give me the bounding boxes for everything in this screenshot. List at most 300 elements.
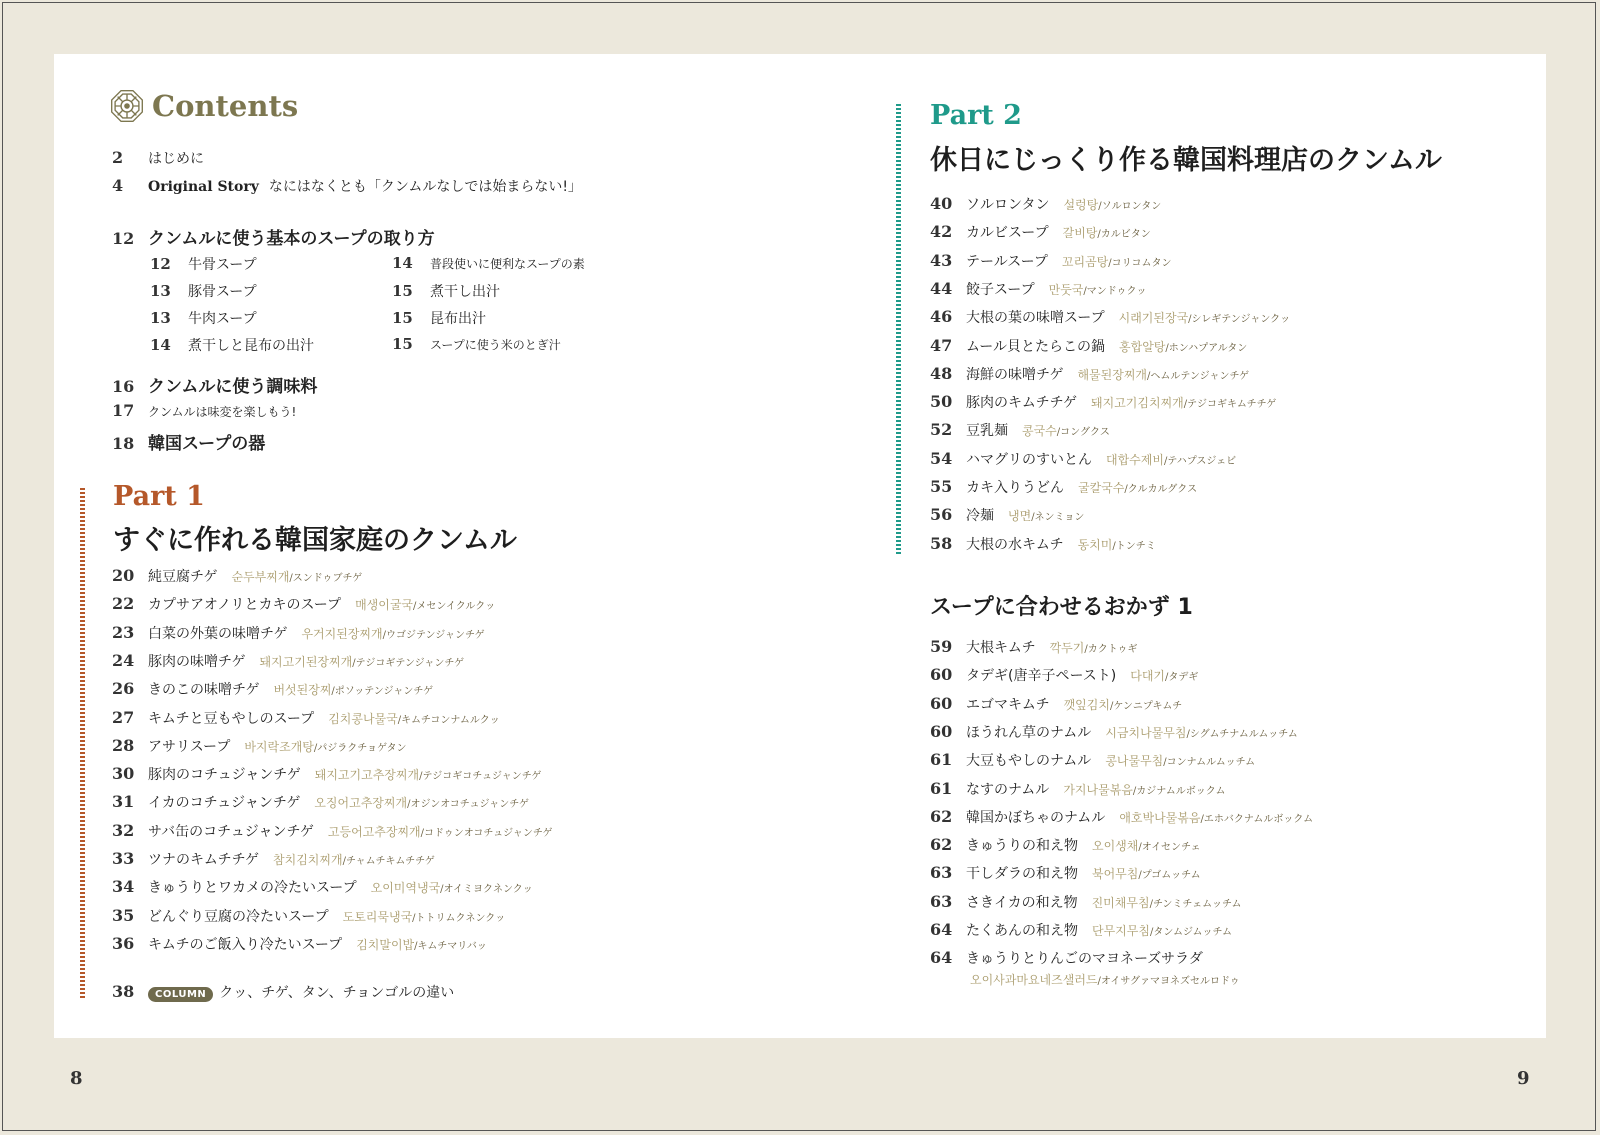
korean-name bbox=[259, 653, 464, 670]
recipe-title: きのこの味噌チゲ bbox=[148, 682, 260, 699]
separator: / bbox=[352, 657, 356, 669]
toc-subrow[interactable] bbox=[392, 335, 561, 353]
korean-name bbox=[1092, 894, 1242, 911]
korean-hangul: 돼지고기된장찌개 bbox=[259, 654, 353, 669]
korean-name bbox=[970, 971, 1240, 988]
korean-name bbox=[371, 879, 533, 896]
korean-name bbox=[1049, 281, 1147, 298]
korean-reading: トトリムクネンクッ bbox=[415, 912, 506, 924]
recipe-title: 豚肉のキムチチゲ bbox=[966, 395, 1078, 412]
toc-row[interactable] bbox=[930, 222, 1151, 242]
recipe-title: 冷麺 bbox=[966, 508, 994, 525]
page-number: 50 bbox=[930, 392, 953, 412]
page-number: 63 bbox=[930, 863, 953, 883]
korean-reading: テジコギキムチチゲ bbox=[1187, 399, 1277, 411]
page-number: 26 bbox=[112, 679, 135, 699]
recipe-title: なすのナムル bbox=[966, 781, 1050, 798]
page-number: 46 bbox=[930, 307, 953, 327]
separator: / bbox=[1084, 644, 1088, 655]
korean-reading: オジンオコチュジャンチゲ bbox=[410, 799, 529, 811]
korean-hangul: 돼지고기김치찌개 bbox=[1091, 396, 1184, 411]
separator: / bbox=[1149, 898, 1153, 910]
toc-row[interactable] bbox=[112, 679, 433, 699]
separator: / bbox=[1163, 757, 1167, 769]
separator: / bbox=[1132, 785, 1137, 797]
separator: / bbox=[420, 827, 425, 839]
toc-row[interactable] bbox=[930, 336, 1247, 356]
part2-accent-bar bbox=[896, 104, 901, 554]
recipe-title: 大豆もやしのナムル bbox=[966, 753, 1092, 770]
korean-name bbox=[1106, 451, 1236, 468]
korean-reading: シレギテンジャンクッ bbox=[1191, 314, 1291, 326]
separator: / bbox=[1097, 976, 1101, 988]
korean-hangul: 애호박나물볶음 bbox=[1119, 810, 1201, 825]
korean-hangul: 김치말이밥 bbox=[356, 937, 415, 952]
korean-name bbox=[273, 681, 433, 698]
korean-hangul: 갈비탕 bbox=[1062, 226, 1098, 241]
toc-row[interactable] bbox=[112, 764, 541, 784]
page-number: 4 bbox=[112, 176, 124, 195]
korean-hangul: 참치김치찌개 bbox=[273, 853, 343, 867]
korean-name bbox=[1077, 366, 1249, 383]
part2-title: 休日にじっくり作る韓国料理店のクンムル bbox=[930, 145, 1442, 176]
korean-hangul: 설렁탕 bbox=[1063, 198, 1099, 212]
toc-row[interactable] bbox=[930, 948, 1203, 968]
toc-row[interactable] bbox=[930, 807, 1313, 827]
toc-row[interactable] bbox=[930, 665, 1198, 685]
separator: / bbox=[1138, 870, 1142, 882]
page-number: 15 bbox=[392, 309, 413, 327]
toc-row[interactable] bbox=[930, 477, 1197, 497]
korean-hangul: 순두부찌개 bbox=[231, 570, 290, 584]
recipe-title: カルビスープ bbox=[966, 225, 1049, 242]
separator: / bbox=[1098, 201, 1102, 212]
toc-row[interactable] bbox=[930, 722, 1298, 742]
korean-reading: ケンニプキムチ bbox=[1113, 700, 1183, 712]
korean-reading: ネンミョン bbox=[1034, 512, 1085, 524]
page-number: 13 bbox=[150, 309, 171, 327]
part1-accent-bar bbox=[80, 488, 85, 1000]
korean-reading: ポソッテンジャンチゲ bbox=[334, 686, 433, 698]
recipe-title: 干しダラの和え物 bbox=[966, 866, 1078, 883]
toc-row[interactable] bbox=[112, 429, 265, 454]
recipe-title: ムール貝とたらこの鍋 bbox=[966, 338, 1106, 355]
toc-row[interactable] bbox=[112, 594, 495, 614]
toc-row[interactable] bbox=[112, 821, 552, 841]
page-number-left: 8 bbox=[70, 1068, 83, 1089]
separator: / bbox=[1112, 540, 1116, 552]
toc-row[interactable] bbox=[112, 906, 505, 926]
korean-reading: ウゴジテンジャンチゲ bbox=[385, 629, 485, 641]
recipe-title: エゴマキムチ bbox=[966, 696, 1050, 713]
toc-title: 普段使いに便利なスープの素 bbox=[430, 257, 585, 271]
separator: / bbox=[1138, 842, 1142, 854]
korean-name bbox=[328, 710, 500, 727]
korean-name bbox=[343, 908, 506, 925]
korean-reading: オイサグァマヨネズセルロドゥ bbox=[1100, 976, 1240, 988]
toc-row[interactable] bbox=[930, 779, 1226, 799]
korean-name bbox=[356, 936, 487, 953]
korean-name bbox=[1092, 922, 1232, 939]
toc-row[interactable] bbox=[112, 708, 500, 728]
korean-name bbox=[1063, 781, 1225, 798]
page-number: 36 bbox=[112, 933, 135, 953]
toc-row[interactable] bbox=[930, 279, 1147, 299]
toc-row[interactable] bbox=[930, 892, 1242, 912]
page-number: 12 bbox=[150, 255, 171, 273]
column-row[interactable] bbox=[112, 982, 454, 1002]
korean-reading: チンミチェムッチム bbox=[1152, 898, 1242, 910]
korean-hangul: 오이생채 bbox=[1092, 839, 1139, 854]
page-number: 56 bbox=[930, 505, 953, 525]
page-number: 47 bbox=[930, 335, 953, 355]
recipe-title: キムチのご飯入り冷たいスープ bbox=[148, 936, 343, 953]
korean-reading: オイセンチェ bbox=[1141, 842, 1201, 854]
page-number: 15 bbox=[392, 282, 413, 300]
korean-reading: コドゥンオコチュジャンチゲ bbox=[424, 827, 553, 839]
korean-name bbox=[231, 568, 362, 585]
page-number: 14 bbox=[150, 336, 171, 354]
toc-row[interactable] bbox=[112, 651, 464, 671]
korean-reading: メセンイクルクッ bbox=[416, 601, 496, 613]
contents-header bbox=[110, 86, 298, 126]
page-number: 2 bbox=[112, 148, 124, 167]
korean-reading: ソルロンタン bbox=[1101, 201, 1162, 212]
toc-subrow[interactable] bbox=[150, 254, 257, 274]
korean-reading: コングクス bbox=[1060, 427, 1110, 439]
korean-name bbox=[301, 625, 484, 642]
recipe-title: 大根キムチ bbox=[966, 640, 1036, 656]
korean-hangul: 단무지무침 bbox=[1092, 924, 1150, 938]
korean-name bbox=[1050, 639, 1138, 656]
korean-hangul: 냉면 bbox=[1008, 509, 1032, 524]
page-number: 42 bbox=[930, 222, 953, 242]
page-number-right: 9 bbox=[1517, 1068, 1530, 1089]
separator: / bbox=[331, 686, 335, 698]
korean-name bbox=[355, 596, 495, 613]
korean-hangul: 홍합알탕 bbox=[1119, 339, 1166, 354]
toc-row[interactable] bbox=[930, 364, 1249, 384]
korean-reading: タデギ bbox=[1168, 672, 1199, 684]
recipe-title: きゅうりとりんごのマヨネーズサラダ bbox=[966, 951, 1203, 968]
korean-hangul: 버섯된장찌 bbox=[273, 683, 332, 698]
korean-hangul: 깻잎김치 bbox=[1063, 697, 1110, 712]
page-number: 31 bbox=[112, 792, 135, 812]
toc-subrow[interactable] bbox=[150, 335, 314, 355]
korean-hangul: 우거지된장찌개 bbox=[301, 626, 383, 641]
page-number: 60 bbox=[930, 665, 953, 685]
page-number: 62 bbox=[930, 835, 953, 855]
recipe-title: 大根の葉の味噌スープ bbox=[966, 310, 1105, 327]
separator: / bbox=[440, 884, 444, 896]
toc-row[interactable] bbox=[930, 694, 1182, 714]
recipe-title: 豚肉の味噌チゲ bbox=[148, 653, 246, 670]
korean-reading: エホバクナムルボックム bbox=[1203, 813, 1314, 825]
page-number: 13 bbox=[150, 282, 171, 300]
separator: / bbox=[342, 856, 346, 867]
separator: / bbox=[1200, 813, 1204, 825]
ornament-icon bbox=[110, 89, 144, 123]
korean-hangul: 매생이굴국 bbox=[355, 598, 414, 613]
toc-row[interactable] bbox=[112, 934, 487, 954]
separator: / bbox=[1097, 229, 1101, 241]
page-number: 22 bbox=[112, 594, 135, 614]
korean-name bbox=[1119, 338, 1247, 355]
toc-row[interactable] bbox=[930, 835, 1201, 855]
recipe-title: きゅうりの和え物 bbox=[966, 838, 1078, 855]
toc-subrow[interactable] bbox=[150, 281, 257, 301]
korean-hangul: 오징어고추장찌개 bbox=[314, 796, 408, 811]
recipe-title: どんぐり豆腐の冷たいスープ bbox=[148, 908, 329, 925]
korean-reading: テハプスジェビ bbox=[1167, 455, 1237, 467]
toc-subrow[interactable] bbox=[150, 308, 257, 328]
separator: / bbox=[382, 629, 386, 641]
page-number: 62 bbox=[930, 806, 953, 826]
toc-subrow[interactable] bbox=[392, 308, 486, 328]
korean-hangul: 다대기 bbox=[1130, 669, 1166, 684]
recipe-title: ツナのキムチチゲ bbox=[148, 852, 260, 868]
page-number: 32 bbox=[112, 820, 135, 840]
korean-hangul: 바지락조개탕 bbox=[244, 739, 314, 754]
toc-row[interactable] bbox=[930, 920, 1232, 940]
toc-subrow[interactable] bbox=[392, 281, 500, 301]
toc-row[interactable] bbox=[930, 251, 1171, 271]
korean-reading: マンドゥクッ bbox=[1086, 285, 1147, 297]
korean-hangul: 동치미 bbox=[1077, 537, 1113, 552]
korean-reading: コンナムルムッチム bbox=[1166, 757, 1256, 769]
page-number: 40 bbox=[930, 194, 953, 213]
sides-title: スープに合わせるおかず 1 bbox=[930, 595, 1193, 620]
korean-name bbox=[1064, 696, 1183, 713]
page-number: 52 bbox=[930, 420, 953, 440]
part1-title: すぐに作れる韓国家庭のクンムル bbox=[113, 525, 517, 556]
part2-label: Part 2 bbox=[930, 100, 1022, 131]
korean-reading: スンドゥブチゲ bbox=[292, 573, 363, 584]
original-story-label: Original Story bbox=[148, 179, 259, 195]
separator: / bbox=[1149, 927, 1154, 938]
separator: / bbox=[1183, 399, 1188, 411]
toc-title: クッ、チゲ、タン、チョンゴルの違い bbox=[219, 985, 455, 1001]
korean-reading: コリコムタン bbox=[1111, 257, 1172, 269]
korean-name bbox=[1092, 837, 1201, 854]
toc-row[interactable] bbox=[112, 736, 406, 756]
korean-reading: テジコギテンジャンチゲ bbox=[355, 657, 465, 669]
korean-hangul: 꼬리곰탕 bbox=[1061, 254, 1109, 269]
separator: / bbox=[1186, 728, 1190, 740]
toc-row[interactable] bbox=[112, 792, 529, 812]
toc-row[interactable] bbox=[930, 420, 1110, 440]
korean-name bbox=[273, 851, 435, 868]
recipe-title: 韓国かぼちゃのナムル bbox=[966, 809, 1106, 826]
toc-subrow[interactable] bbox=[392, 254, 585, 272]
recipe-title: アサリスープ bbox=[148, 738, 231, 755]
korean-reading: テジコギコチュジャンチゲ bbox=[422, 771, 542, 783]
toc-row[interactable] bbox=[930, 750, 1255, 770]
separator: / bbox=[1124, 484, 1128, 495]
toc-row[interactable] bbox=[112, 401, 296, 420]
korean-reading: トンチミ bbox=[1115, 540, 1156, 552]
column-badge: COLUMN bbox=[148, 987, 213, 1002]
separator: / bbox=[313, 742, 318, 754]
separator: / bbox=[1147, 370, 1151, 382]
recipe-title: ほうれん草のナムル bbox=[966, 724, 1092, 741]
page-number: 34 bbox=[112, 877, 135, 897]
page-number: 35 bbox=[112, 905, 135, 925]
toc-row[interactable] bbox=[930, 307, 1290, 327]
page-number: 18 bbox=[112, 434, 135, 453]
korean-name bbox=[1062, 253, 1172, 270]
page-number: 64 bbox=[930, 948, 953, 968]
korean-hangul: 콩국수 bbox=[1022, 424, 1057, 439]
korean-hangul: 해물된장찌개 bbox=[1077, 367, 1148, 382]
korean-hangul: 굴칼국수 bbox=[1078, 481, 1125, 495]
toc-row[interactable] bbox=[112, 877, 533, 897]
korean-hangul: 오이사과마요네즈샐러드 bbox=[970, 973, 1098, 988]
page-number: 38 bbox=[112, 982, 135, 1001]
korean-reading: チャムチキムチチゲ bbox=[345, 856, 435, 867]
toc-row[interactable] bbox=[930, 863, 1201, 883]
korean-reading: シグムチナムルムッチム bbox=[1189, 728, 1298, 740]
separator: / bbox=[1165, 672, 1169, 684]
recipe-title: カキ入りうどん bbox=[966, 480, 1064, 496]
korean-name bbox=[1063, 224, 1151, 241]
separator: / bbox=[413, 601, 417, 613]
korean-name bbox=[314, 794, 529, 811]
korean-reading: キムチマリバッ bbox=[417, 940, 487, 952]
separator: / bbox=[1056, 427, 1061, 439]
korean-reading: クルカルグクス bbox=[1127, 484, 1198, 495]
toc-title: なにはなくとも「クンムルなしでは始まらない!」 bbox=[268, 179, 582, 195]
toc-title: はじめに bbox=[148, 151, 204, 167]
recipe-title: 豆乳麺 bbox=[966, 423, 1008, 440]
toc-row[interactable] bbox=[112, 372, 317, 397]
toc-row[interactable] bbox=[930, 637, 1138, 657]
separator: / bbox=[1163, 455, 1168, 467]
korean-hangul: 고등어고추장찌개 bbox=[327, 824, 421, 839]
toc-title: クンムルは味変を楽しもう! bbox=[148, 405, 297, 419]
page-number: 27 bbox=[112, 707, 135, 727]
separator: / bbox=[1108, 257, 1112, 269]
recipe-title: サバ缶のコチュジャンチゲ bbox=[148, 823, 314, 840]
recipe-title: たくあんの和え物 bbox=[966, 923, 1078, 939]
page-number: 30 bbox=[112, 764, 135, 784]
korean-hangul: 대합수제비 bbox=[1106, 452, 1164, 467]
page-number: 12 bbox=[112, 229, 135, 248]
korean-reading: カジナムルボックム bbox=[1136, 785, 1226, 797]
page-number: 55 bbox=[930, 477, 953, 496]
korean-hangul: 가지나물볶음 bbox=[1063, 782, 1133, 797]
page-number: 15 bbox=[392, 335, 413, 353]
page-number: 17 bbox=[112, 401, 135, 420]
toc-heading: クンムルに使う基本のスープの取り方 bbox=[148, 229, 435, 249]
korean-reading: ホンハプアルタン bbox=[1168, 342, 1248, 354]
korean-name bbox=[1008, 507, 1084, 524]
page-number: 59 bbox=[930, 637, 953, 656]
recipe-title: 豚肉のコチュジャンチゲ bbox=[148, 767, 301, 784]
page-number: 58 bbox=[930, 533, 953, 553]
toc-row[interactable] bbox=[112, 849, 435, 869]
korean-name bbox=[1119, 809, 1313, 826]
separator: / bbox=[407, 799, 411, 811]
toc-title: 昆布出汁 bbox=[430, 311, 486, 327]
page-number: 43 bbox=[930, 250, 953, 270]
korean-hangul: 깍두기 bbox=[1049, 641, 1085, 655]
korean-name bbox=[328, 823, 553, 840]
page-number: 63 bbox=[930, 891, 953, 911]
toc-row[interactable] bbox=[930, 194, 1161, 214]
toc-row[interactable] bbox=[112, 623, 485, 643]
toc-row[interactable] bbox=[112, 148, 204, 168]
page-number: 61 bbox=[930, 778, 953, 798]
recipe-title: 白菜の外葉の味噌チゲ bbox=[148, 625, 288, 642]
recipe-title: 餃子スープ bbox=[966, 281, 1035, 298]
korean-hangul: 돼지고기고추장찌개 bbox=[314, 768, 420, 783]
toc-title: 牛骨スープ bbox=[188, 257, 257, 273]
page-number: 44 bbox=[930, 278, 953, 298]
korean-name bbox=[1078, 536, 1156, 553]
page-number: 24 bbox=[112, 650, 135, 670]
toc-row[interactable] bbox=[930, 449, 1236, 469]
recipe-title: さきイカの和え物 bbox=[966, 894, 1078, 911]
toc-title: 豚骨スープ bbox=[188, 284, 257, 300]
korean-hangul: 도토리묵냉국 bbox=[342, 909, 413, 924]
korean-name bbox=[1130, 667, 1198, 684]
contents-title: Contents bbox=[152, 89, 299, 123]
recipe-title: タデギ(唐辛子ペースト) bbox=[966, 668, 1117, 685]
separator: / bbox=[1083, 285, 1087, 297]
toc-row[interactable] bbox=[930, 505, 1084, 525]
toc-row[interactable] bbox=[112, 566, 362, 586]
korean-reading: ヘムルテンジャンチゲ bbox=[1150, 370, 1250, 382]
page-number: 64 bbox=[930, 920, 953, 939]
separator: / bbox=[1188, 314, 1192, 326]
korean-name bbox=[244, 738, 406, 755]
korean-name bbox=[315, 766, 542, 783]
recipe-title: 大根の水キムチ bbox=[966, 536, 1064, 553]
korean-name bbox=[1063, 196, 1161, 213]
korean-reading: カクトゥギ bbox=[1087, 644, 1138, 655]
page-number: 28 bbox=[112, 735, 135, 755]
korean-name bbox=[1022, 422, 1110, 439]
korean-hangul: 오이미역냉국 bbox=[370, 881, 441, 896]
page-number: 60 bbox=[930, 721, 953, 741]
toc-row[interactable] bbox=[112, 176, 582, 196]
recipe-title: ソルロンタン bbox=[966, 197, 1050, 213]
korean-hangul: 콩나물무침 bbox=[1105, 754, 1164, 769]
recipe-title: イカのコチュジャンチゲ bbox=[148, 795, 301, 812]
recipe-title: 純豆腐チゲ bbox=[148, 569, 218, 585]
recipe-title: テールスープ bbox=[966, 253, 1048, 270]
korean-hangul: 시래기된장국 bbox=[1118, 311, 1189, 326]
toc-heading: クンムルに使う調味料 bbox=[148, 377, 318, 397]
korean-reading: タンムジムッチム bbox=[1153, 927, 1232, 938]
page-number: 14 bbox=[392, 254, 413, 272]
korean-hangul: 진미채무침 bbox=[1091, 895, 1150, 910]
toc-row[interactable] bbox=[112, 224, 435, 249]
toc-row[interactable] bbox=[930, 392, 1276, 412]
separator: / bbox=[419, 771, 423, 783]
toc-row[interactable] bbox=[930, 534, 1156, 554]
page-number: 54 bbox=[930, 448, 953, 468]
separator: / bbox=[289, 573, 293, 584]
korean-hangul: 북어무침 bbox=[1092, 867, 1139, 882]
korean-hangul: 김치콩나물국 bbox=[328, 711, 398, 726]
korean-name bbox=[1078, 479, 1197, 496]
separator: / bbox=[1165, 342, 1169, 354]
page-number: 48 bbox=[930, 363, 953, 383]
toc-row-continued bbox=[970, 971, 1240, 988]
part1-label: Part 1 bbox=[113, 481, 205, 512]
